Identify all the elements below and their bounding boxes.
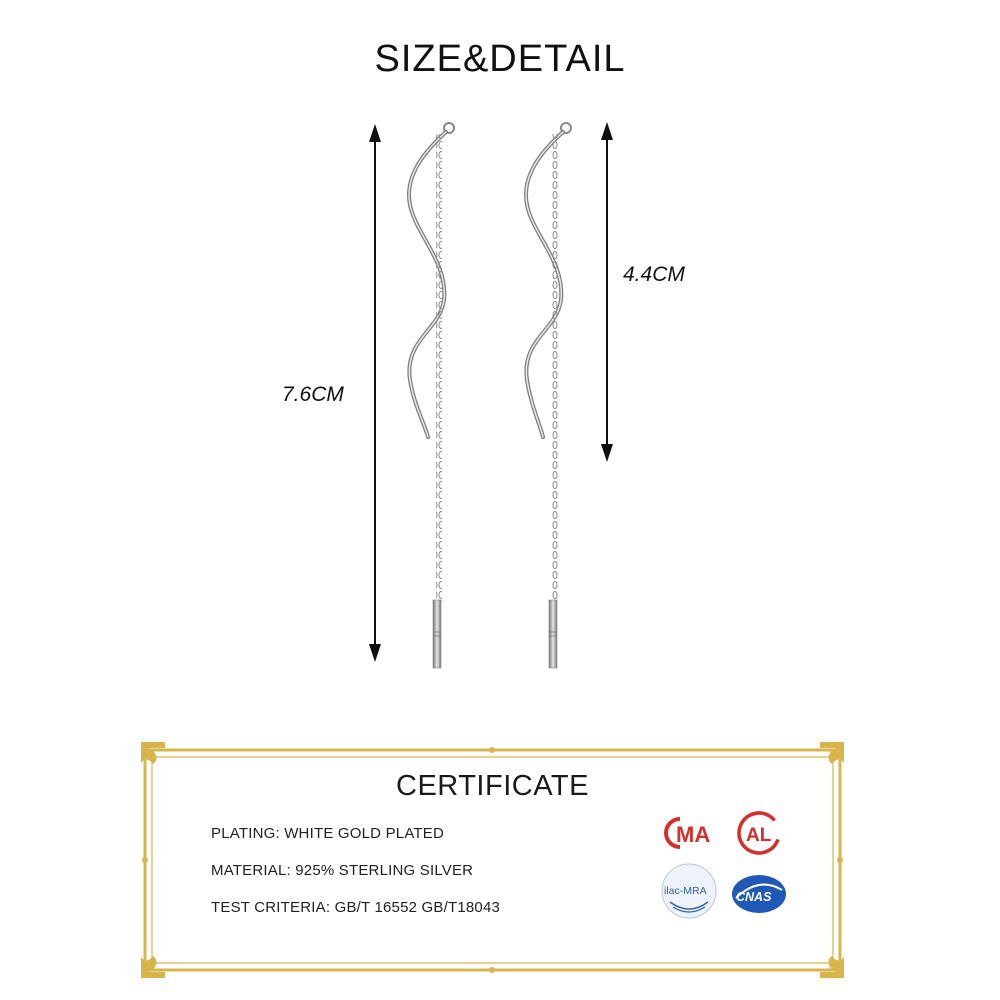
certificate-title: CERTIFICATE xyxy=(396,770,589,802)
cma-logo xyxy=(662,815,722,851)
cnas-logo-text: CNAS xyxy=(736,890,772,904)
cal-logo xyxy=(735,810,785,856)
right-earring xyxy=(526,123,571,668)
ilac-mra-logo xyxy=(660,862,718,920)
plating-spec: PLATING: WHITE GOLD PLATED xyxy=(211,825,445,842)
left-earring xyxy=(409,123,454,668)
ilac-mra-logo-text: ilac-MRA xyxy=(664,885,707,897)
cnas-logo xyxy=(730,872,788,916)
cma-logo-text: MA xyxy=(676,822,711,847)
material-spec: MATERIAL: 925% STERLING SILVER xyxy=(211,862,474,879)
wave-length-label: 4.4CM xyxy=(623,263,685,286)
total-length-label: 7.6CM xyxy=(282,383,344,406)
wave-length-arrow xyxy=(601,122,613,462)
cal-logo-text: AL xyxy=(746,825,772,846)
page-title: SIZE&DETAIL xyxy=(374,38,626,80)
test-criteria-spec: TEST CRITERIA: GB/T 16552 GB/T18043 xyxy=(211,899,501,916)
total-length-arrow xyxy=(369,124,381,662)
